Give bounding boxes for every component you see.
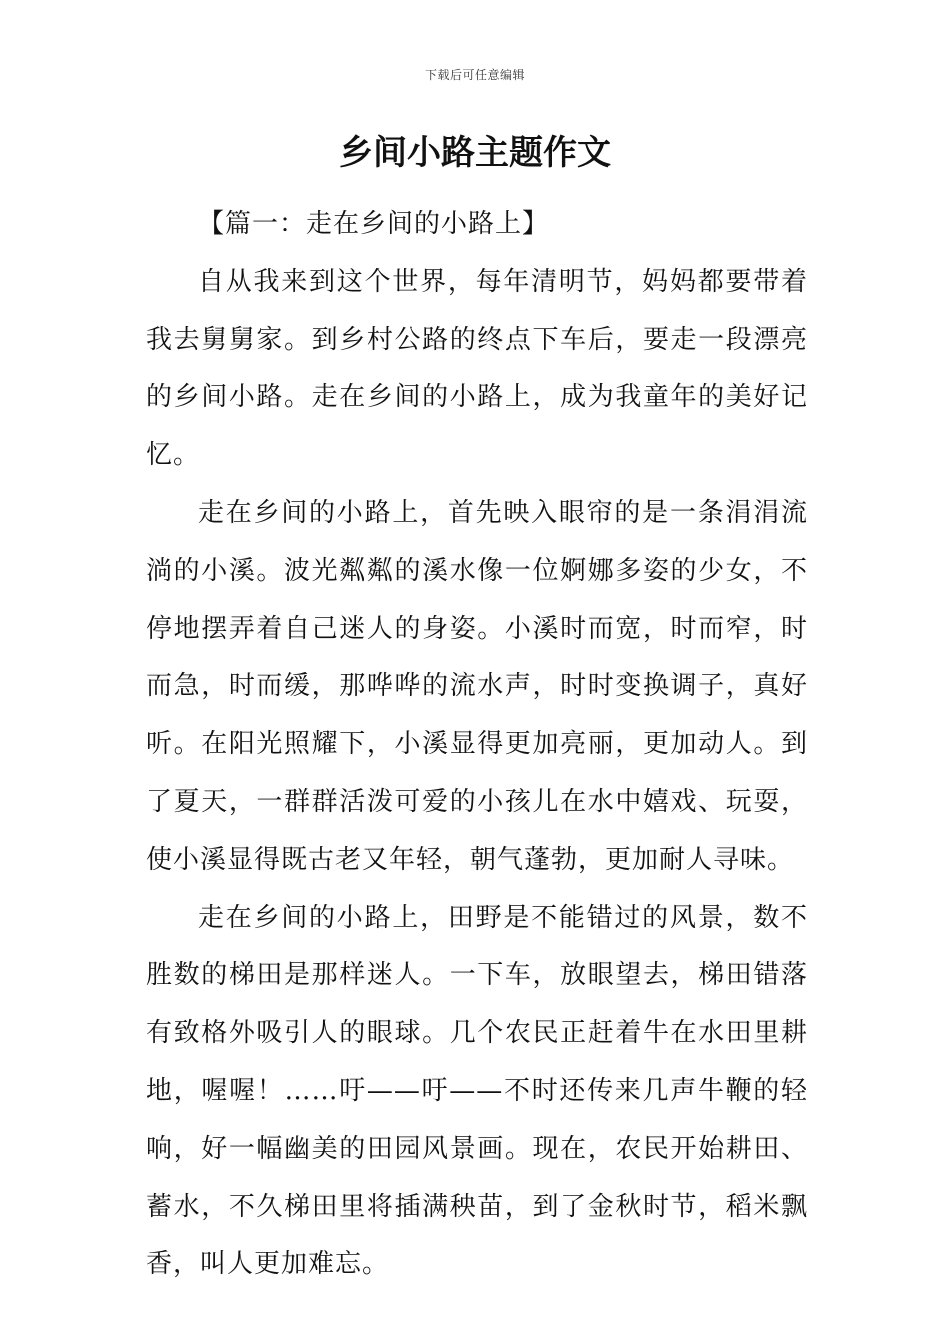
- paragraph: 走在乡间的小路上，首先映入眼帘的是一条涓涓流淌的小溪。波光粼粼的溪水像一位婀娜多姿的少女，不停地摆弄着自己迷人的身姿。小溪时而宽，时而窄，时而急，时而缓，那哗哗的流水声，时时变换调子，真好听。在阳光照耀下，小溪显得更加亮丽，更加动人。到了夏天，一群群活泼可爱的小孩儿在水中嬉戏、玩耍，使小溪显得既古老又年轻，朝气蓬勃，更加耐人寻味。: [146, 497, 808, 875]
- document-body: [146, 196, 808, 1294]
- section-heading: 【篇一：走在乡间的小路上】: [198, 209, 550, 239]
- paragraph: 走在乡间的小路上，田野是不能错过的风景，数不胜数的梯田是那样迷人。一下车，放眼望去，梯田错落有致格外吸引人的眼球。几个农民正赶着牛在水田里耕地，喔喔！……吁——吁——不时还传来几声牛鞭的轻响，好一幅幽美的田园风景画。现在，农民开始耕田、蓄水，不久梯田里将插满秧苗，到了金秋时节，稻米飘香，叫人更加难忘。: [146, 902, 808, 1280]
- paragraph: 自从我来到这个世界，每年清明节，妈妈都要带着我去舅舅家。到乡村公路的终点下车后，要走一段漂亮的乡间小路。走在乡间的小路上，成为我童年的美好记忆。: [146, 266, 808, 471]
- header-note: 下载后可任意编辑: [424, 68, 525, 82]
- document-title: 乡间小路主题作文: [339, 133, 611, 173]
